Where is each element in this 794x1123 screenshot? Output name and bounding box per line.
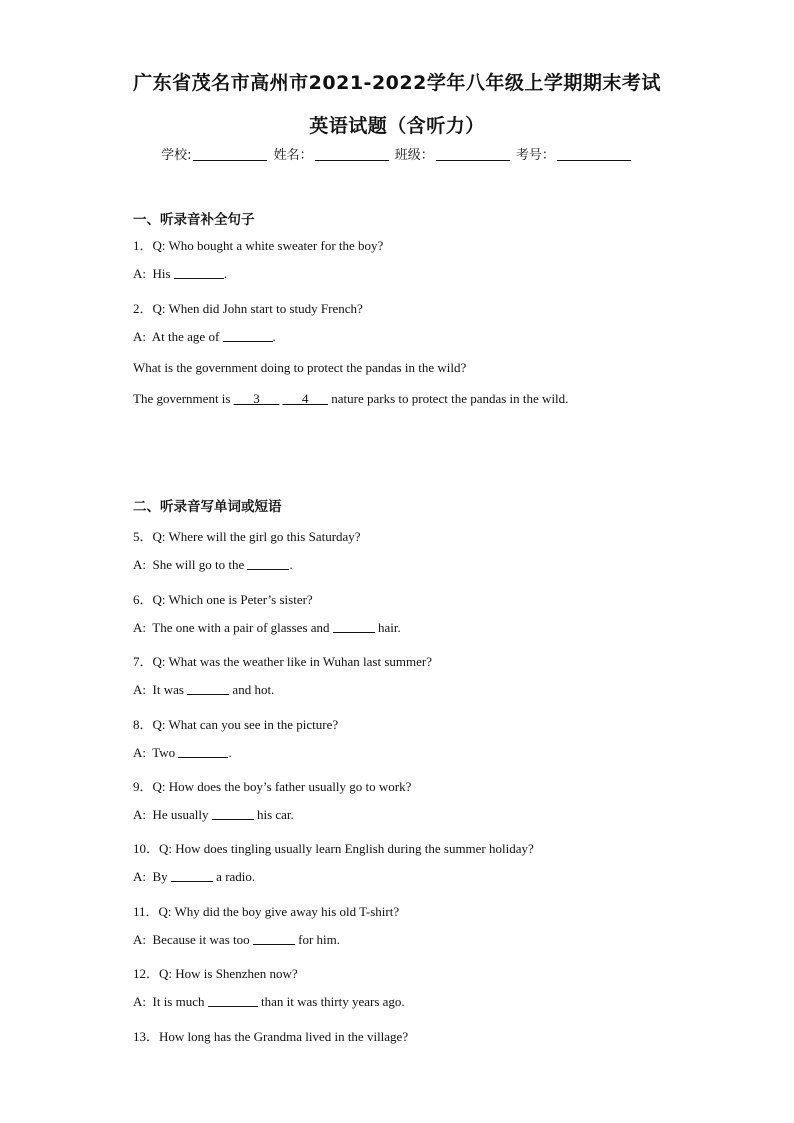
class-field[interactable]: [436, 147, 510, 161]
answer-9: [133, 807, 294, 823]
answer-8-suffix: .: [228, 745, 232, 760]
answer-9-blank[interactable]: [212, 807, 254, 820]
question-2: 2．Q: When did John start to study French?: [133, 301, 363, 316]
answer-11: [133, 932, 340, 948]
answer-9-suffix: his car.: [253, 807, 294, 822]
class-label: 班级：: [394, 148, 434, 163]
section2-heading: 二、听录音写单词或短语: [133, 499, 282, 515]
answer-2-prefix: A: At the age of: [133, 329, 223, 344]
answer-10-blank[interactable]: [171, 869, 213, 882]
answer-3: [133, 391, 568, 407]
answer-2-blank[interactable]: [223, 329, 273, 342]
section1-heading: 一、听录音补全句子: [133, 212, 255, 228]
school-field[interactable]: [193, 147, 267, 161]
answer-8-prefix: A: Two: [133, 745, 179, 760]
answer-7: [133, 682, 274, 698]
answer-10-suffix: a radio.: [212, 869, 256, 884]
name-field[interactable]: [315, 147, 389, 161]
question-13: 13．How long has the Grandma lived in the village?: [133, 1029, 409, 1044]
question-11: 11．Q: Why did the boy give away his old T-shirt?: [133, 904, 400, 919]
exam-title-line2: 英语试题（含听力）: [309, 115, 485, 137]
answer-3-blank-4[interactable]: ___4___: [282, 391, 328, 406]
answer-11-suffix: for him.: [294, 932, 341, 947]
answer-12-prefix: A: It is much: [133, 994, 208, 1009]
answer-3-prefix: The government is: [133, 391, 234, 406]
answer-1-blank[interactable]: [174, 266, 224, 279]
answer-6: [133, 620, 401, 636]
answer-10-prefix: A: By: [133, 869, 171, 884]
question-9: 9．Q: How does the boy’s father usually go to work?: [133, 779, 412, 794]
answer-5: [133, 557, 293, 573]
answer-8: [133, 745, 232, 761]
question-6: 6．Q: Which one is Peter’s sister?: [133, 592, 313, 607]
answer-12: [133, 994, 405, 1010]
answer-1: [133, 266, 227, 282]
exam-no-field[interactable]: [557, 147, 631, 161]
question-3: What is the government doing to protect the pandas in the wild?: [133, 360, 467, 375]
exam-no-label: 考号：: [515, 148, 555, 163]
question-7: 7．Q: What was the weather like in Wuhan last summer?: [133, 654, 432, 669]
answer-5-prefix: A: She will go to the: [133, 557, 248, 572]
answer-6-blank[interactable]: [333, 620, 375, 633]
question-5: 5．Q: Where will the girl go this Saturday?: [133, 529, 361, 544]
answer-9-prefix: A: He usually: [133, 807, 212, 822]
answer-3-blank-3[interactable]: ___3___: [233, 391, 280, 406]
answer-2-suffix: .: [272, 329, 276, 344]
answer-11-blank[interactable]: [253, 932, 295, 945]
answer-7-prefix: A: It was: [133, 682, 188, 697]
answer-11-prefix: A: Because it was too: [133, 932, 253, 947]
question-1: 1．Q: Who bought a white sweater for the boy?: [133, 238, 384, 253]
answer-8-blank[interactable]: [178, 745, 228, 758]
school-label: 学校:: [161, 148, 192, 163]
student-info-row: [0, 144, 794, 163]
name-label: 姓名：: [273, 148, 313, 163]
answer-7-blank[interactable]: [187, 682, 229, 695]
answer-2: [133, 329, 276, 345]
answer-5-suffix: .: [289, 557, 293, 572]
question-12: 12．Q: How is Shenzhen now?: [133, 966, 298, 981]
answer-1-prefix: A: His: [133, 266, 174, 281]
answer-6-suffix: hair.: [374, 620, 401, 635]
answer-5-blank[interactable]: [247, 557, 289, 570]
answer-1-suffix: .: [223, 266, 228, 281]
question-10: 10．Q: How does tingling usually learn English during the summer holiday?: [133, 841, 534, 856]
exam-title-line1: 广东省茂名市高州市2021-2022学年八年级上学期期末考试: [133, 72, 661, 94]
answer-10: [133, 869, 255, 885]
answer-12-suffix: than it was thirty years ago.: [257, 994, 405, 1009]
answer-7-suffix: and hot.: [229, 682, 275, 697]
answer-3-suffix: nature parks to protect the pandas in the wild.: [327, 391, 569, 406]
answer-12-blank[interactable]: [208, 994, 258, 1007]
answer-6-prefix: A: The one with a pair of glasses and: [133, 620, 333, 635]
question-8: 8．Q: What can you see in the picture?: [133, 717, 339, 732]
